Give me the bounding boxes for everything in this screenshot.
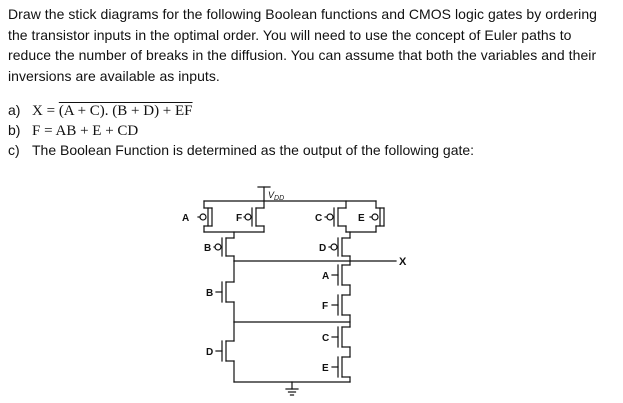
part-b-lhs: F bbox=[32, 123, 41, 139]
nmos-transistor-e bbox=[332, 357, 350, 382]
part-b-label: b) bbox=[8, 122, 21, 138]
pmos-transistor-f bbox=[244, 201, 264, 232]
ground-rail bbox=[234, 382, 350, 389]
output-x-label: X bbox=[399, 256, 407, 268]
pull-down-label-b: B bbox=[206, 288, 214, 299]
pull-up-label-a: A bbox=[182, 213, 190, 224]
nmos-transistor-d bbox=[216, 322, 234, 382]
part-a-label: a) bbox=[8, 102, 21, 118]
pull-down-label-c: C bbox=[322, 333, 330, 344]
pmos-transistor-a bbox=[198, 201, 212, 232]
pull-up-label-c: C bbox=[315, 213, 323, 224]
pull-down-label-e: E bbox=[322, 363, 329, 374]
vdd-rail bbox=[204, 187, 376, 201]
nmos-transistor-c bbox=[332, 327, 350, 357]
part-a-overlined-expression: (A + C). (B + D) + EF bbox=[58, 103, 193, 119]
part-a-equals: = bbox=[42, 103, 59, 119]
pmos-transistor-d bbox=[329, 238, 350, 261]
pull-up-right-node bbox=[346, 232, 376, 238]
part-c-text: The Boolean Function is determined as the output of the following gate: bbox=[32, 142, 475, 158]
pull-up-label-d: D bbox=[319, 243, 327, 254]
vdd-label: $V_{DD}$ bbox=[268, 190, 285, 202]
pull-up-label-b: B bbox=[204, 243, 212, 254]
pmos-transistor-e bbox=[370, 201, 384, 232]
pull-up-label-f: F bbox=[236, 213, 243, 224]
nmos-transistor-b bbox=[216, 261, 234, 322]
pull-down-label-a: A bbox=[322, 271, 330, 282]
nmos-transistor-a bbox=[332, 261, 350, 295]
pmos-transistor-c bbox=[325, 201, 346, 232]
part-b-rhs: AB + E + CD bbox=[55, 123, 139, 139]
pull-up-label-e: E bbox=[358, 213, 365, 224]
pull-down-label-d: D bbox=[206, 347, 214, 358]
problem-intro: Draw the stick diagrams for the following Boolean functions and CMOS logic gates by ordering the transistor inputs in the optimal order. You will need to use the concept of Euler paths to reduce the number of breaks in the diffusion. You can assume that both the variables and their inversions are available as inputs. bbox=[8, 6, 598, 84]
pull-up-left-node bbox=[204, 232, 264, 238]
pull-down-label-f: F bbox=[322, 301, 329, 312]
part-a-lhs: X bbox=[32, 103, 43, 119]
part-c-label: c) bbox=[8, 142, 20, 158]
pmos-transistor-b bbox=[214, 238, 234, 261]
ground-icon bbox=[286, 389, 298, 395]
part-b-equals: = bbox=[40, 123, 56, 139]
